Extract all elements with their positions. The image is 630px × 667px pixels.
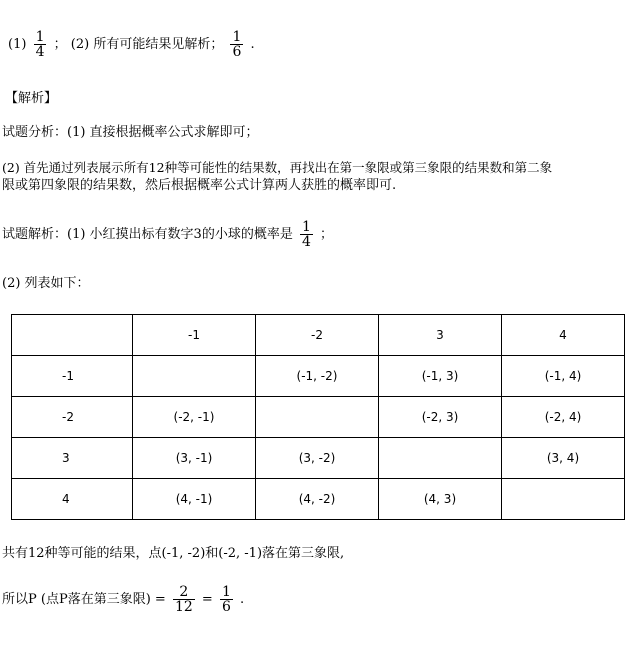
table-cell [256,397,379,438]
final-line [2,585,244,614]
table-header-cell: -1 [133,315,256,356]
table-cell: (-2, 4) [502,397,625,438]
analysis-line-1: 试题分析：(1) 直接根据概率公式求解即可； [2,125,259,140]
answer-fraction-1 [34,30,47,59]
row-label-cell: -1 [12,356,133,397]
fraction-numerator: 1 [35,29,45,45]
conclusion-line: 共有12种等可能的结果，点(-1, -2)和(-2, -1)落在第三象限, [2,546,345,561]
table-cell [502,479,625,520]
row-label-cell: -2 [12,397,133,438]
fraction-numerator: 2 [179,584,189,600]
table-cell: (4, -2) [256,479,379,520]
fraction-numerator: 1 [232,29,242,45]
answer-fraction-2 [230,30,243,59]
fraction-denominator: 4 [301,234,311,250]
table-header-cell: 4 [502,315,625,356]
outcome-table [11,314,625,520]
table-header-cell: 3 [379,315,502,356]
fraction-denominator: 6 [232,44,242,60]
fraction-denominator: 6 [221,599,231,615]
section-heading: 【解析】 [5,91,58,106]
answer-line [8,30,255,59]
table-cell: (-1, 4) [502,356,625,397]
table-cell: (3, 4) [502,438,625,479]
row-label-cell: 3 [12,438,133,479]
analysis-line-3: 限或第四象限的结果数，然后根据概率公式计算两人获胜的概率即可. [2,178,397,193]
table-cell [12,315,133,356]
table-cell: (-1, -2) [256,356,379,397]
table-cell: (4, -1) [133,479,256,520]
solution-fraction [300,220,313,249]
fraction-numerator: 1 [221,584,231,600]
table-row [12,397,625,438]
table-cell: (-2, -1) [133,397,256,438]
table-cell: (3, -1) [133,438,256,479]
final-prefix: 所以P (点P落在第三象限) = [2,592,166,607]
answer-part1-label: (1) [8,37,27,52]
solution-text: 试题解析：(1) 小红摸出标有数字3的小球的概率是 [2,227,293,242]
fraction-numerator: 1 [301,219,311,235]
solution-end: ； [320,227,334,242]
table-row [12,438,625,479]
answer-separator: ； [53,37,67,52]
table-cell: (3, -2) [256,438,379,479]
final-fraction-2 [220,585,233,614]
analysis-line-2: (2) 首先通过列表展示所有12种等可能性的结果数，再找出在第一象限或第三象限的结果数和第二象 [2,160,553,175]
equals-sign: = [201,592,213,607]
final-end: . [240,592,245,607]
table-row [12,356,625,397]
answer-part2-text: (2) 所有可能结果见解析； [70,37,224,52]
table-cell [133,356,256,397]
fraction-denominator: 12 [174,599,193,615]
table-cell: (4, 3) [379,479,502,520]
table-header-row [12,315,625,356]
answer-end: . [250,37,255,52]
table-header-cell: -2 [256,315,379,356]
final-fraction-1 [173,585,195,614]
table-cell: (-2, 3) [379,397,502,438]
table-row [12,479,625,520]
list-intro: (2) 列表如下： [2,276,90,291]
row-label-cell: 4 [12,479,133,520]
solution-line [2,220,333,249]
table-cell: (-1, 3) [379,356,502,397]
fraction-denominator: 4 [35,44,45,60]
table-cell [379,438,502,479]
